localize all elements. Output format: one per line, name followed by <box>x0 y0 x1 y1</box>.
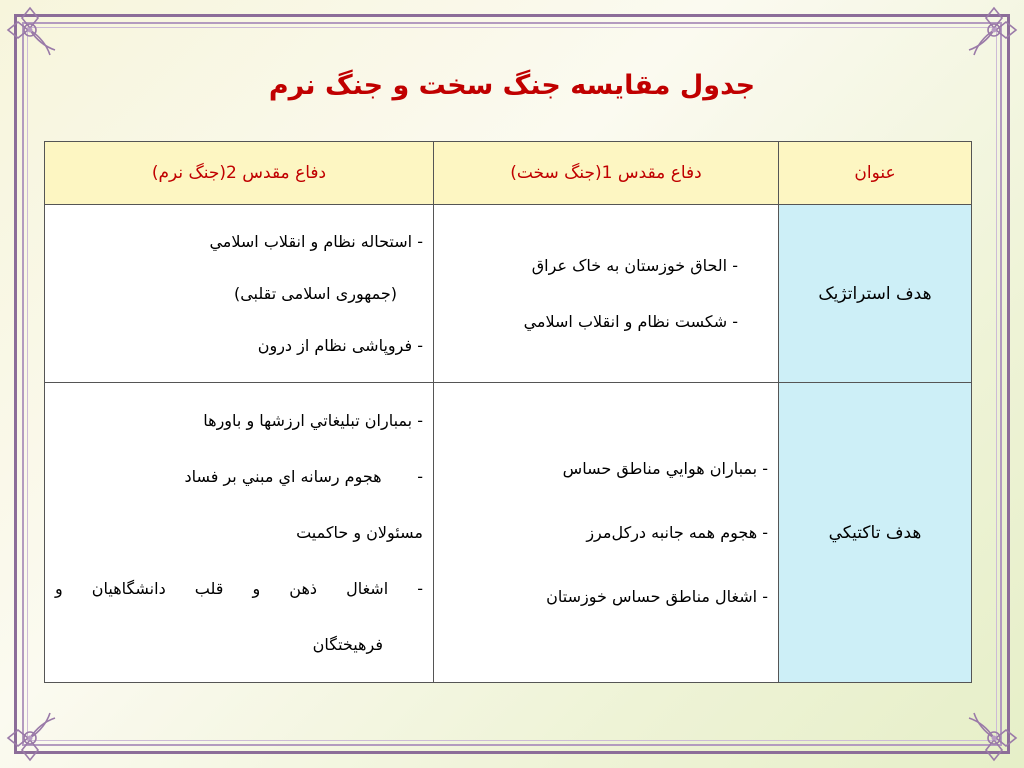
list-item: - هجوم همه جانبه دركل‌مرز <box>586 522 768 542</box>
list-item: - الحاق خوزستان به خاک عراق <box>531 255 738 275</box>
list-item: (جمهوری اسلامی تقلبی) <box>233 283 397 303</box>
ornament-corner-icon <box>964 0 1024 60</box>
cell-soft-strategic <box>45 205 434 383</box>
cell-hard-tactical <box>433 383 778 683</box>
header-subject: عنوان <box>778 142 971 205</box>
ornament-corner-icon <box>964 708 1024 768</box>
table-header-row <box>45 142 972 205</box>
list-item: - هجوم رسانه اي مبني بر فساد <box>184 466 423 486</box>
row-label-strategic: هدف استراتژیک <box>778 205 971 383</box>
list-item: - شکست نظام و انقلاب اسلامي <box>523 311 738 331</box>
list-item: - فروپاشی نظام از درون <box>257 335 423 355</box>
row-label-tactical: هدف تاكتيكي <box>778 383 971 683</box>
table-row <box>45 205 972 383</box>
table-row <box>45 383 972 683</box>
list-item: مسئولان و حاكميت <box>296 522 423 542</box>
list-item: فرهيختگان <box>312 634 383 654</box>
list-item: - بمباران هوايي مناطق حساس <box>562 458 768 478</box>
list-item: - اشغال ذهن و قلب دانشگاهيان و <box>55 578 423 598</box>
list-item: - بمباران تبليغاتي ارزشها و باورها <box>203 410 423 430</box>
ornament-corner-icon <box>0 0 60 60</box>
ornament-corner-icon <box>0 708 60 768</box>
list-item: - اشغال مناطق حساس خوزستان <box>546 586 768 606</box>
header-hard-war: دفاع مقدس 1(جنگ سخت) <box>433 142 778 205</box>
cell-soft-tactical <box>45 383 434 683</box>
header-soft-war: دفاع مقدس 2(جنگ نرم) <box>45 142 434 205</box>
page-title: جدول مقایسه جنگ سخت و جنگ نرم <box>268 70 756 101</box>
cell-hard-strategic <box>433 205 778 383</box>
comparison-table <box>44 141 972 683</box>
list-item: - استحاله نظام و انقلاب اسلامي <box>209 231 423 251</box>
